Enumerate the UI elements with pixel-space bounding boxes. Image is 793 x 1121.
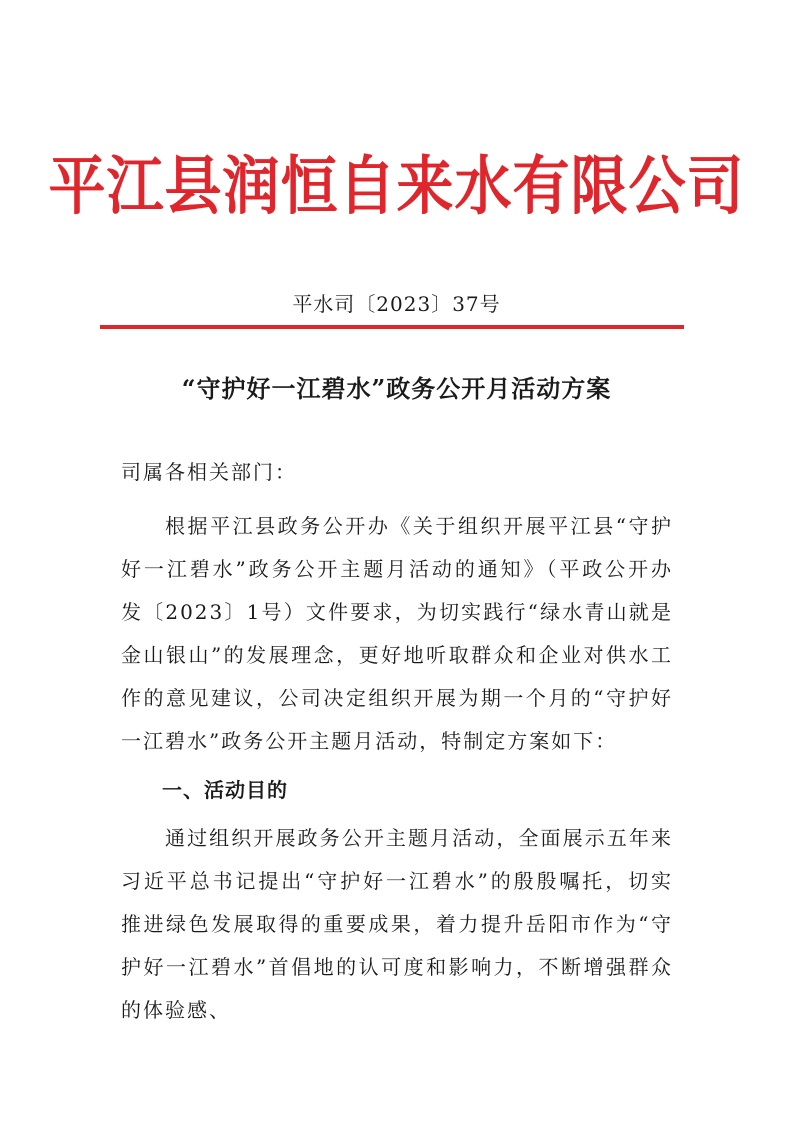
red-divider-rule bbox=[100, 325, 684, 329]
document-title: “守护好一江碧水”政务公开月活动方案 bbox=[181, 374, 612, 403]
salutation: 司属各相关部门： bbox=[121, 460, 297, 484]
masthead-company-name: 平江县润恒自来水有限公司 bbox=[48, 149, 745, 224]
paragraph-intro: 根据平江县政务公开办《关于组织开展平江县“守护好一江碧水”政务公开主题月活动的通知》（平政公开办发〔2023〕1号）文件要求，为切实践行“绿水青山就是金山银山”的发展理念，更好地听取群众和企业对供水工作的意见建议，公司决定组织开展为期一个月的“守护好一江碧水”政务公开主题月活动，特制定方案如下： bbox=[121, 514, 673, 753]
paragraph-purpose: 通过组织开展政务公开主题月活动，全面展示五年来习近平总书记提出“守护好一江碧水”的殷殷嘱托，切实推进绿色发展取得的重要成果，着力提升岳阳市作为“守护好一江碧水”首倡地的认可度和影响力，不断增强群众的体验感、 bbox=[121, 826, 673, 1022]
document-number: 平水司〔2023〕37号 bbox=[292, 292, 501, 316]
section-heading-purpose: 一、活动目的 bbox=[162, 778, 288, 802]
